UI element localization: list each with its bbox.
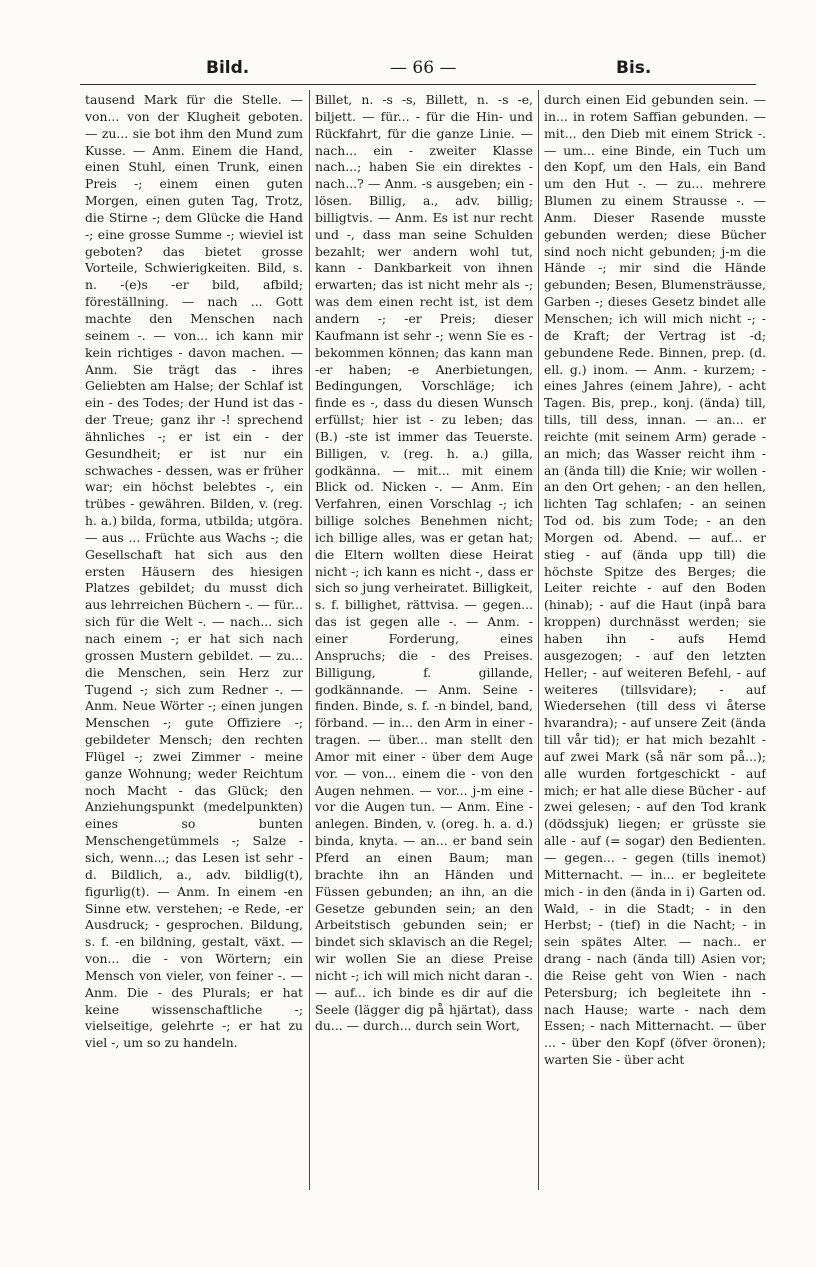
header-right-guideword: Bis.	[616, 58, 652, 78]
column-3-text: durch einen Eid gebunden sein. — in... in rotem Saffian gebunden. — mit... den Dieb mit einem Strick -. — um... eine Binde, ein Tuch um den Kopf, um den Hals, ein Band um den Hut -. — zu... mehrere Blumen zu einem Strausse -. — Anm. Dieser Rasende musste gebunden werden; diese Bücher sind noch nicht gebunden; j-m die Hände -; mir sind die Hände gebunden; Besen, Blumensträusse, Garben -; dieses Gesetz bindet alle Menschen; ich will mich nicht -; -de Kraft; der Vertrag ist -d; gebundene Rede. Binnen, prep. (d. ell. g.) inom. — Anm. - kurzem; - eines Jahres (einem Jahre), - acht Tagen. Bis, prep., konj. (ända) till, tills, till dess, innan. — an... er reichte (mit seinem Arm) gerade - an mich; das Wasser reicht ihm - an (ända till) die Knie; wir wollen - an den Ort gehen; - an den hellen, lichten Tag schlafen; - an seinen Tod od. bis zum Tode; - an den Morgen od. Abend. — auf... er stieg - auf (ända upp till) die höchste Spitze des Berges; die Leiter reichte - auf den Boden (hinab); - auf die Haut (inpå bara kroppen) durchnässt werden; sie haben ihn - aufs Hemd ausgezogen; - auf den letzten Heller; - auf weiteren Befehl, - auf weiteres (tillsvidare); - auf Wiedersehen (till dess vi återse hvarandra); - auf unsere Zeit (ända till vår tid); er hat mich bezahlt - auf zwei Mark (så när som på...); alle wurden fortgeschickt - auf mich; er hat alle diese Bücher - auf zwei gelesen; - auf den Tod krank (dödssjuk) liegen; er grüsste sie alle - auf (= sogar) den Bedienten. — gegen... - gegen (tills inemot) Mitternacht. — in... er begleitete mich - in den (ända in i) Garten od. Wald, - in die Stadt; - in den Herbst; - (tief) in die Nacht; - in sein spätes Alter. — nach.. er drang - nach (ända till) Asien vor; die Reise geht von Wien - nach Petersburg; ich begleitete ihn - nach Hause; warte - nach dem Essen; - nach Mitternacht. — über ... - über den Kopf (öfver öronen); warten Sie - über acht	[544, 92, 766, 1068]
column-2	[315, 92, 533, 1190]
page-number: — 66 —	[390, 58, 457, 78]
header-rule	[80, 84, 756, 85]
column-2-text: Billet, n. -s -s, Billett, n. -s -e, biljett. — für... - für die Hin- und Rückfahrt, für die ganze Linie. — nach... ein - zweiter Klasse nach...; haben Sie ein direktes - nach...? — Anm. -s ausgeben; ein - lösen. Billig, a., adv. billig; billigtvis. — Anm. Es ist nur recht und -, dass man seine Schulden bezahlt; wer andern wohl tut, kann - Dankbarkeit von ihnen erwarten; das ist nicht mehr als -; was dem einen recht ist, ist dem andern -; -er Preis; dieser Kaufmann ist sehr -; wenn Sie es - bekommen können; das kann man -er haben; -e Anerbietungen, Bedingungen, Vorschläge; ich finde es -, dass du diesen Wunsch erfüllst; hier ist - zu leben; das (B.) -ste ist immer das Teuerste. Billigen, v. (reg. h. a.) gilla, godkänna. — mit... mit einem Blick od. Nicken -. — Anm. Ein Verfahren, einen Vorschlag -; ich billige solches Benehmen nicht; ich billige alles, was er getan hat; die Eltern wollten diese Heirat nicht -; ich kann es nicht -, dass er sich so jung verheiratet. Billigkeit, s. f. billighet, rättvisa. — gegen... das ist gegen alle -. — Anm. - einer Forderung, eines Anspruchs; die - des Preises. Billigung, f. gillande, godkännande. — Anm. Seine - finden. Binde, s. f. -n bindel, band, förband. — in... den Arm in einer - tragen. — über... man stellt den Amor mit einer - über dem Auge vor. — von... einem die - von den Augen nehmen. — vor... j-m eine - vor die Augen tun. — Anm. Eine - anlegen. Binden, v. (oreg. h. a. d.) binda, knyta. — an... er band sein Pferd an einen Baum; man brachte ihn an Händen und Füssen gebunden; an ihn, an die Gesetze gebunden sein; an den Arbeitstisch gebunden sein; er bindet sich sklavisch an die Regel; wir wollen Sie an diese Preise nicht -; ich will mich nicht daran -. — auf... ich binde es dir auf die Seele (lägger dig på hjärtat), dass du... — durch... durch sein Wort,	[315, 92, 533, 1034]
page-header	[80, 52, 756, 82]
header-left-guideword: Bild.	[206, 58, 250, 78]
column-divider-1	[309, 90, 310, 1190]
column-divider-2	[538, 90, 539, 1190]
column-1-text: tausend Mark für die Stelle. — von... von der Klugheit geboten. — zu... sie bot ihm den Mund zum Kusse. — Anm. Einem die Hand, einen Stuhl, einen Trunk, einen Preis -; einem einen guten Morgen, einen guten Tag, Trotz, die Stirne -; dem Glücke die Hand -; eine grosse Summe -; wieviel ist geboten? das bietet grosse Vorteile, Schwierigkeiten. Bild, s. n. -(e)s -er bild, afbild; föreställning. — nach ... Gott machte den Menschen nach seinem -. — von... ich kann mir kein richtiges - davon machen. — Anm. Sie trägt das - ihres Geliebten am Halse; der Schlaf ist ein - des Todes; der Hund ist das - der Treue; ganz ihr -! sprechend ähnliches -; er ist ein - der Gesundheit; er ist nur ein schwaches - dessen, was er früher war; ein höchst belebtes -, ein trübes - gewähren. Bilden, v. (reg. h. a.) bilda, forma, utbilda; utgöra. — aus ... Früchte aus Wachs -; die Gesellschaft hat sich aus den ersten Häusern des hiesigen Platzes gebildet; du musst dich aus lehrreichen Büchern -. — für... sich für die Welt -. — nach... sich nach einem -; er hat sich nach grossen Mustern gebildet. — zu... die Menschen, sein Herz zur Tugend -; sich zum Redner -. — Anm. Neue Wörter -; einen jungen Menschen -; gute Offiziere -; gebildeter Mensch; den rechten Flügel -; zwei Zimmer - meine ganze Wohnung; weder Reichtum noch Macht - das Glück; den Anziehungspunkt (medelpunkten) eines so bunten Menschengetümmels -; Salze - sich, wenn...; das Lesen ist sehr -d. Bildlich, a., adv. bildlig(t), figurlig(t). — Anm. In einem -en Sinne etw. verstehen; -e Rede, -er Ausdruck; - gesprochen. Bildung, s. f. -en bildning, gestalt, växt. — von... die - von Wörtern; ein Mensch von vieler, von feiner -. — Anm. Die - des Plurals; er hat keine wissenschaftliche -; vielseitige, gelehrte -; er hat zu viel -, um so zu handeln.	[85, 92, 303, 1051]
column-1	[85, 92, 303, 1190]
column-3	[544, 92, 766, 1190]
